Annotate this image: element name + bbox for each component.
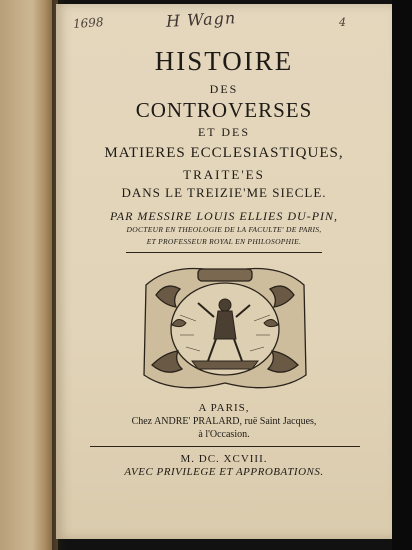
- imprint-publisher: Chez ANDRE' PRALARD, ruë Saint Jacques,: [131, 416, 317, 427]
- title-line-3: CONTROVERSES: [135, 98, 313, 122]
- title-line-2: DES: [209, 82, 239, 96]
- imprint-rule: [90, 446, 360, 447]
- author-credential-1: DOCTEUR EN THEOLOGIE DE LA FACULTE' DE PARIS,: [126, 225, 322, 234]
- title-line-4: ET DES: [197, 125, 251, 139]
- manuscript-signature: H Wagn: [165, 8, 237, 31]
- author-line: PAR MESSIRE LOUIS ELLIES DU-PIN,: [109, 209, 339, 223]
- title-line-1: HISTOIRE: [154, 46, 294, 76]
- imprint-privilege: AVEC PRIVILEGE ET APPROBATIONS.: [124, 466, 324, 478]
- title-line-5: MATIERES ECCLESIASTIQUES,: [104, 145, 344, 161]
- title-line-6: TRAITE'ES: [183, 167, 265, 182]
- title-page: [56, 4, 392, 539]
- title-line-7: DANS LE TREIZIE'ME SIECLE.: [121, 185, 327, 200]
- background-edge: [392, 0, 412, 550]
- printer-device-vignette: [136, 265, 314, 393]
- author-credential-2: ET PROFESSEUR ROYAL EN PHILOSOPHIE.: [146, 237, 302, 246]
- imprint-sign: à l'Occasion.: [198, 429, 250, 440]
- imprint-year: M. DC. XCVIII.: [180, 453, 268, 465]
- title-rule: [126, 252, 322, 253]
- imprint-city: A PARIS,: [198, 402, 250, 414]
- manuscript-note-left: 1698: [72, 14, 104, 32]
- book-edge: [0, 0, 58, 550]
- manuscript-note-right: 4: [339, 16, 346, 29]
